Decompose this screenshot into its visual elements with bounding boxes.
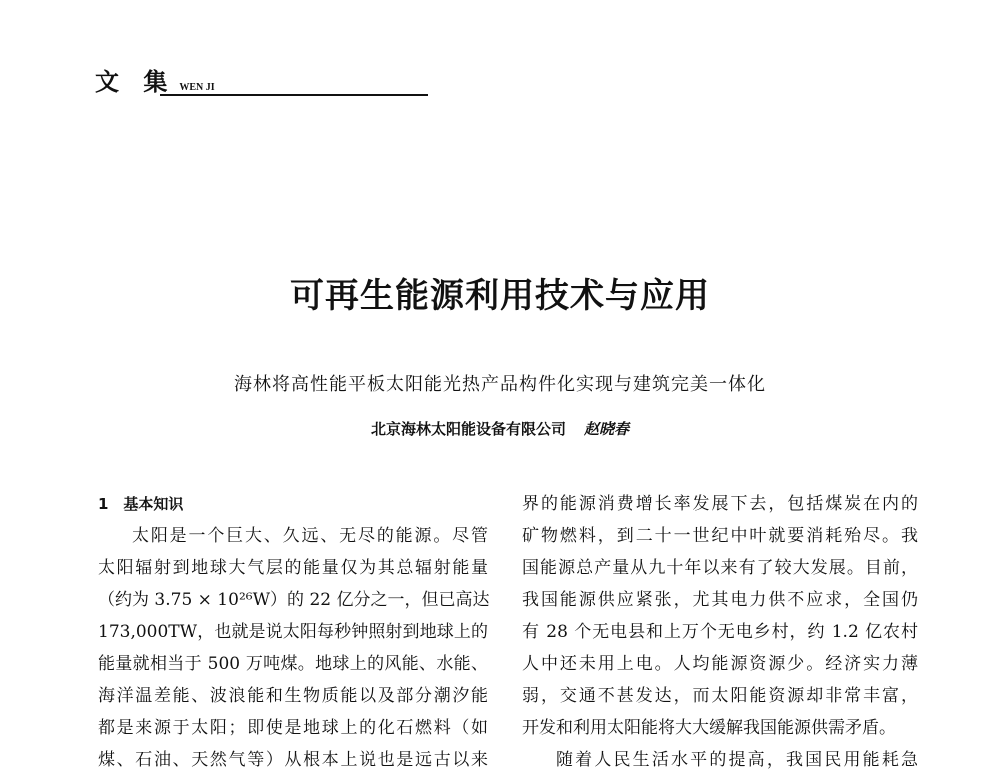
article-subtitle: 海林将高性能平板太阳能光热产品构件化实现与建筑完美一体化 [234, 374, 766, 395]
body-line: 太阳辐射到地球大气层的能量仅为其总辐射能量 [98, 558, 488, 578]
left-column [98, 488, 488, 776]
body-line: 173,000TW，也就是说太阳每秒钟照射到地球上的 [98, 622, 488, 642]
body-line: 人中还未用上电。人均能源资源少。经济实力薄 [522, 654, 918, 674]
body-line: 国能源总产量从九十年以来有了较大发展。目前， [522, 558, 918, 578]
article-title: 可再生能源利用技术与应用 [290, 276, 710, 316]
author-organization: 北京海林太阳能设备有限公司 [370, 420, 566, 438]
body-line: （约为 3.75 × 10²⁶W）的 22 亿分之一，但已高达 [98, 590, 490, 610]
body-line: 我国能源供应紧张，尤其电力供不应求，全国仍 [522, 590, 918, 610]
body-line: 随着人民生活水平的提高，我国民用能耗急 [556, 750, 918, 770]
body-line: 有 28 个无电县和上万个无电乡村，约 1.2 亿农村 [522, 622, 918, 642]
body-line: 弱，交通不甚发达，而太阳能资源却非常丰富， [522, 686, 918, 706]
body-line: 能量就相当于 500 万吨煤。地球上的风能、水能、 [98, 654, 488, 674]
body-line: 矿物燃料，到二十一世纪中叶就要消耗殆尽。我 [522, 526, 918, 546]
body-line: 都是来源于太阳；即使是地球上的化石燃料（如 [98, 718, 488, 738]
section-heading: 1 基本知识 [98, 495, 184, 513]
journal-section-title: 文 集 [95, 67, 176, 96]
header-rule [160, 94, 428, 96]
journal-section-subtitle: WEN JI [179, 82, 215, 93]
byline [0, 418, 1000, 439]
journal-header [95, 68, 215, 96]
author-name: 赵晓春 [584, 420, 630, 438]
body-line: 煤、石油、天然气等）从根本上说也是远古以来 [98, 750, 488, 770]
right-column [522, 488, 918, 776]
body-line: 开发和利用太阳能将大大缓解我国能源供需矛盾。 [522, 718, 896, 738]
body-line: 界的能源消费增长率发展下去，包括煤炭在内的 [522, 494, 918, 514]
body-line: 太阳是一个巨大、久远、无尽的能源。尽管 [132, 526, 488, 546]
body-line: 海洋温差能、波浪能和生物质能以及部分潮汐能 [98, 686, 488, 706]
